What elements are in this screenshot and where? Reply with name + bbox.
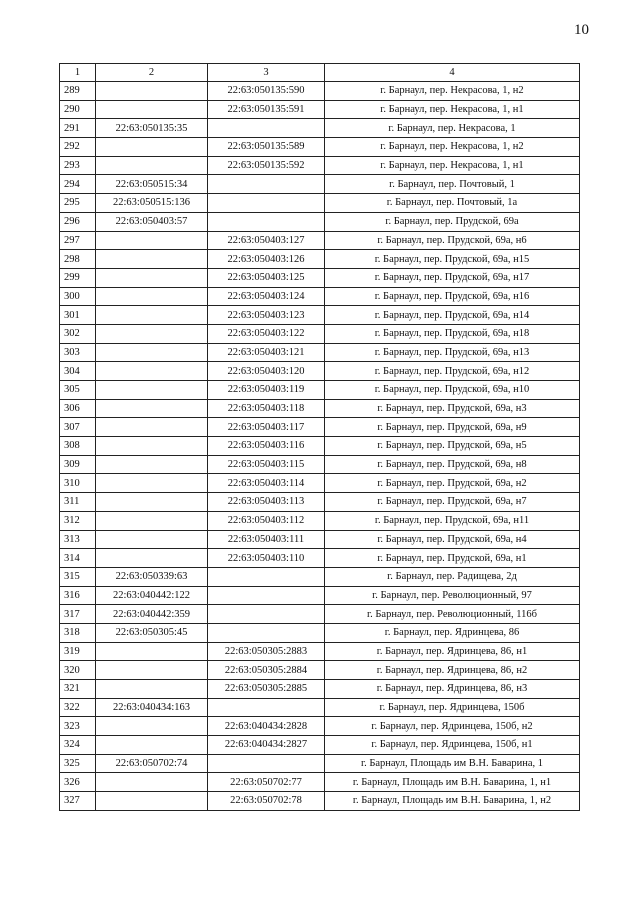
table-row: [60, 306, 580, 325]
table-row: [60, 586, 580, 605]
cadastral-number-cell: [96, 493, 208, 512]
address-cell: г. Барнаул, пер. Прудской, 69а, н10: [325, 381, 580, 400]
table-row: [60, 250, 580, 269]
cadastral-number-cell: [208, 567, 325, 586]
cadastral-number-cell: [96, 231, 208, 250]
table-row: [60, 549, 580, 568]
cadastral-number-cell: [96, 138, 208, 157]
cadastral-number-cell: [208, 194, 325, 213]
row-number-cell: 311: [60, 493, 96, 512]
row-number-cell: 300: [60, 287, 96, 306]
table-row: [60, 82, 580, 101]
cadastral-number-cell: 22:63:050702:77: [208, 773, 325, 792]
cadastral-number-cell: 22:63:050403:124: [208, 287, 325, 306]
cadastral-number-cell: [96, 717, 208, 736]
address-cell: г. Барнаул, Площадь им В.Н. Баварина, 1: [325, 754, 580, 773]
row-number-cell: 297: [60, 231, 96, 250]
row-number-cell: 292: [60, 138, 96, 157]
address-cell: г. Барнаул, пер. Прудской, 69а, н16: [325, 287, 580, 306]
address-cell: г. Барнаул, пер. Ядринцева, 150б: [325, 698, 580, 717]
address-cell: г. Барнаул, пер. Некрасова, 1, н2: [325, 82, 580, 101]
cadastral-number-cell: 22:63:050403:111: [208, 530, 325, 549]
property-registry-table: [59, 63, 580, 811]
cadastral-number-cell: [208, 586, 325, 605]
row-number-cell: 291: [60, 119, 96, 138]
address-cell: г. Барнаул, Площадь им В.Н. Баварина, 1, н1: [325, 773, 580, 792]
address-cell: г. Барнаул, пер. Прудской, 69а, н15: [325, 250, 580, 269]
table-row: [60, 231, 580, 250]
row-number-cell: 290: [60, 100, 96, 119]
cadastral-number-cell: 22:63:050135:589: [208, 138, 325, 157]
cadastral-number-cell: [96, 82, 208, 101]
table-row: [60, 623, 580, 642]
table-row: [60, 736, 580, 755]
row-number-cell: 320: [60, 661, 96, 680]
address-cell: г. Барнаул, пер. Прудской, 69а, н6: [325, 231, 580, 250]
cadastral-number-cell: [96, 530, 208, 549]
cadastral-number-cell: [96, 792, 208, 811]
cadastral-number-cell: [96, 287, 208, 306]
table-row: [60, 100, 580, 119]
row-number-cell: 308: [60, 437, 96, 456]
cadastral-number-cell: 22:63:050403:125: [208, 268, 325, 287]
row-number-cell: 326: [60, 773, 96, 792]
table-row: [60, 567, 580, 586]
cadastral-number-cell: [96, 381, 208, 400]
address-cell: г. Барнаул, пер. Революционный, 97: [325, 586, 580, 605]
cadastral-number-cell: [96, 399, 208, 418]
address-cell: г. Барнаул, пер. Ядринцева, 86, н1: [325, 642, 580, 661]
table-row: [60, 605, 580, 624]
table-row: [60, 194, 580, 213]
address-cell: г. Барнаул, пер. Прудской, 69а, н1: [325, 549, 580, 568]
table-row: [60, 156, 580, 175]
address-cell: г. Барнаул, пер. Ядринцева, 86: [325, 623, 580, 642]
cadastral-number-cell: [208, 754, 325, 773]
address-cell: г. Барнаул, пер. Ядринцева, 150б, н2: [325, 717, 580, 736]
cadastral-number-cell: 22:63:050403:117: [208, 418, 325, 437]
cadastral-number-cell: [208, 212, 325, 231]
address-cell: г. Барнаул, пер. Прудской, 69а: [325, 212, 580, 231]
address-cell: г. Барнаул, пер. Прудской, 69а, н14: [325, 306, 580, 325]
row-number-cell: 312: [60, 511, 96, 530]
cadastral-number-cell: 22:63:050403:112: [208, 511, 325, 530]
cadastral-number-cell: [96, 736, 208, 755]
address-cell: г. Барнаул, пер. Некрасова, 1: [325, 119, 580, 138]
cadastral-number-cell: 22:63:050515:136: [96, 194, 208, 213]
address-cell: г. Барнаул, пер. Ядринцева, 86, н3: [325, 680, 580, 699]
cadastral-number-cell: 22:63:050403:110: [208, 549, 325, 568]
table-row: [60, 287, 580, 306]
row-number-cell: 313: [60, 530, 96, 549]
address-cell: г. Барнаул, пер. Почтовый, 1а: [325, 194, 580, 213]
cadastral-number-cell: [208, 119, 325, 138]
cadastral-number-cell: 22:63:050702:74: [96, 754, 208, 773]
cadastral-number-cell: [96, 474, 208, 493]
table-header-row: [60, 64, 580, 82]
table-row: [60, 792, 580, 811]
row-number-cell: 314: [60, 549, 96, 568]
cadastral-number-cell: 22:63:050403:121: [208, 343, 325, 362]
address-cell: г. Барнаул, пер. Прудской, 69а, н18: [325, 324, 580, 343]
cadastral-number-cell: [96, 661, 208, 680]
table-row: [60, 773, 580, 792]
row-number-cell: 301: [60, 306, 96, 325]
row-number-cell: 325: [60, 754, 96, 773]
address-cell: г. Барнаул, пер. Прудской, 69а, н17: [325, 268, 580, 287]
table-row: [60, 661, 580, 680]
cadastral-number-cell: [208, 623, 325, 642]
row-number-cell: 304: [60, 362, 96, 381]
row-number-cell: 293: [60, 156, 96, 175]
table-row: [60, 138, 580, 157]
address-cell: г. Барнаул, пер. Некрасова, 1, н1: [325, 156, 580, 175]
address-cell: г. Барнаул, пер. Прудской, 69а, н12: [325, 362, 580, 381]
table-row: [60, 212, 580, 231]
table-row: [60, 455, 580, 474]
table-row: [60, 474, 580, 493]
cadastral-number-cell: 22:63:050403:115: [208, 455, 325, 474]
address-cell: г. Барнаул, пер. Прудской, 69а, н13: [325, 343, 580, 362]
cadastral-number-cell: 22:63:050403:118: [208, 399, 325, 418]
cadastral-number-cell: [96, 100, 208, 119]
address-cell: г. Барнаул, пер. Некрасова, 1, н1: [325, 100, 580, 119]
row-number-cell: 298: [60, 250, 96, 269]
address-cell: г. Барнаул, Площадь им В.Н. Баварина, 1, н2: [325, 792, 580, 811]
cadastral-number-cell: 22:63:050702:78: [208, 792, 325, 811]
cadastral-number-cell: [96, 156, 208, 175]
cadastral-number-cell: 22:63:050305:2883: [208, 642, 325, 661]
table-row: [60, 268, 580, 287]
row-number-cell: 310: [60, 474, 96, 493]
cadastral-number-cell: 22:63:050135:591: [208, 100, 325, 119]
cadastral-number-cell: [208, 605, 325, 624]
address-cell: г. Барнаул, пер. Ядринцева, 86, н2: [325, 661, 580, 680]
address-cell: г. Барнаул, пер. Прудской, 69а, н8: [325, 455, 580, 474]
row-number-cell: 295: [60, 194, 96, 213]
table-row: [60, 399, 580, 418]
table-row: [60, 511, 580, 530]
column-header-4: 4: [325, 64, 580, 82]
cadastral-number-cell: [96, 250, 208, 269]
cadastral-number-cell: [96, 306, 208, 325]
table-row: [60, 698, 580, 717]
address-cell: г. Барнаул, пер. Почтовый, 1: [325, 175, 580, 194]
row-number-cell: 315: [60, 567, 96, 586]
address-cell: г. Барнаул, пер. Прудской, 69а, н7: [325, 493, 580, 512]
column-header-2: 2: [96, 64, 208, 82]
cadastral-number-cell: 22:63:050305:45: [96, 623, 208, 642]
row-number-cell: 316: [60, 586, 96, 605]
row-number-cell: 294: [60, 175, 96, 194]
page-number: 10: [574, 22, 589, 38]
row-number-cell: 303: [60, 343, 96, 362]
cadastral-number-cell: 22:63:050403:127: [208, 231, 325, 250]
address-cell: г. Барнаул, пер. Прудской, 69а, н5: [325, 437, 580, 456]
table-row: [60, 381, 580, 400]
row-number-cell: 321: [60, 680, 96, 699]
table-row: [60, 754, 580, 773]
table-row: [60, 437, 580, 456]
row-number-cell: 289: [60, 82, 96, 101]
address-cell: г. Барнаул, пер. Прудской, 69а, н4: [325, 530, 580, 549]
cadastral-number-cell: [96, 437, 208, 456]
row-number-cell: 309: [60, 455, 96, 474]
cadastral-number-cell: 22:63:050403:120: [208, 362, 325, 381]
cadastral-number-cell: 22:63:050403:113: [208, 493, 325, 512]
cadastral-number-cell: 22:63:050403:57: [96, 212, 208, 231]
address-cell: г. Барнаул, пер. Некрасова, 1, н2: [325, 138, 580, 157]
row-number-cell: 327: [60, 792, 96, 811]
row-number-cell: 299: [60, 268, 96, 287]
table-row: [60, 343, 580, 362]
row-number-cell: 302: [60, 324, 96, 343]
address-cell: г. Барнаул, пер. Радищева, 2д: [325, 567, 580, 586]
row-number-cell: 324: [60, 736, 96, 755]
column-header-3: 3: [208, 64, 325, 82]
cadastral-number-cell: [96, 773, 208, 792]
address-cell: г. Барнаул, пер. Революционный, 116б: [325, 605, 580, 624]
cadastral-number-cell: [96, 418, 208, 437]
row-number-cell: 318: [60, 623, 96, 642]
cadastral-number-cell: [96, 343, 208, 362]
table-row: [60, 680, 580, 699]
row-number-cell: 323: [60, 717, 96, 736]
row-number-cell: 296: [60, 212, 96, 231]
table-row: [60, 175, 580, 194]
cadastral-number-cell: 22:63:050305:2885: [208, 680, 325, 699]
row-number-cell: 322: [60, 698, 96, 717]
row-number-cell: 305: [60, 381, 96, 400]
table-row: [60, 530, 580, 549]
cadastral-number-cell: 22:63:050403:123: [208, 306, 325, 325]
cadastral-number-cell: [208, 175, 325, 194]
address-cell: г. Барнаул, пер. Прудской, 69а, н11: [325, 511, 580, 530]
row-number-cell: 319: [60, 642, 96, 661]
cadastral-number-cell: [96, 455, 208, 474]
cadastral-number-cell: 22:63:040442:122: [96, 586, 208, 605]
table-row: [60, 642, 580, 661]
cadastral-number-cell: 22:63:050135:592: [208, 156, 325, 175]
address-cell: г. Барнаул, пер. Прудской, 69а, н3: [325, 399, 580, 418]
row-number-cell: 307: [60, 418, 96, 437]
cadastral-number-cell: [96, 680, 208, 699]
cadastral-number-cell: 22:63:050403:114: [208, 474, 325, 493]
cadastral-number-cell: [96, 549, 208, 568]
cadastral-number-cell: 22:63:050305:2884: [208, 661, 325, 680]
cadastral-number-cell: 22:63:050135:35: [96, 119, 208, 138]
address-cell: г. Барнаул, пер. Прудской, 69а, н2: [325, 474, 580, 493]
cadastral-number-cell: 22:63:050515:34: [96, 175, 208, 194]
cadastral-number-cell: [96, 511, 208, 530]
cadastral-number-cell: 22:63:050339:63: [96, 567, 208, 586]
cadastral-number-cell: [96, 642, 208, 661]
cadastral-number-cell: [208, 698, 325, 717]
row-number-cell: 306: [60, 399, 96, 418]
cadastral-number-cell: 22:63:040434:163: [96, 698, 208, 717]
cadastral-number-cell: 22:63:050135:590: [208, 82, 325, 101]
cadastral-number-cell: [96, 268, 208, 287]
cadastral-number-cell: 22:63:050403:126: [208, 250, 325, 269]
table-row: [60, 418, 580, 437]
cadastral-number-cell: 22:63:050403:116: [208, 437, 325, 456]
cadastral-number-cell: 22:63:040434:2827: [208, 736, 325, 755]
column-header-1: 1: [60, 64, 96, 82]
address-cell: г. Барнаул, пер. Прудской, 69а, н9: [325, 418, 580, 437]
row-number-cell: 317: [60, 605, 96, 624]
cadastral-number-cell: 22:63:040434:2828: [208, 717, 325, 736]
table-row: [60, 324, 580, 343]
cadastral-number-cell: [96, 362, 208, 381]
table-row: [60, 362, 580, 381]
cadastral-number-cell: [96, 324, 208, 343]
cadastral-number-cell: 22:63:040442:359: [96, 605, 208, 624]
table-row: [60, 119, 580, 138]
address-cell: г. Барнаул, пер. Ядринцева, 150б, н1: [325, 736, 580, 755]
cadastral-number-cell: 22:63:050403:122: [208, 324, 325, 343]
cadastral-number-cell: 22:63:050403:119: [208, 381, 325, 400]
table-row: [60, 493, 580, 512]
table-row: [60, 717, 580, 736]
